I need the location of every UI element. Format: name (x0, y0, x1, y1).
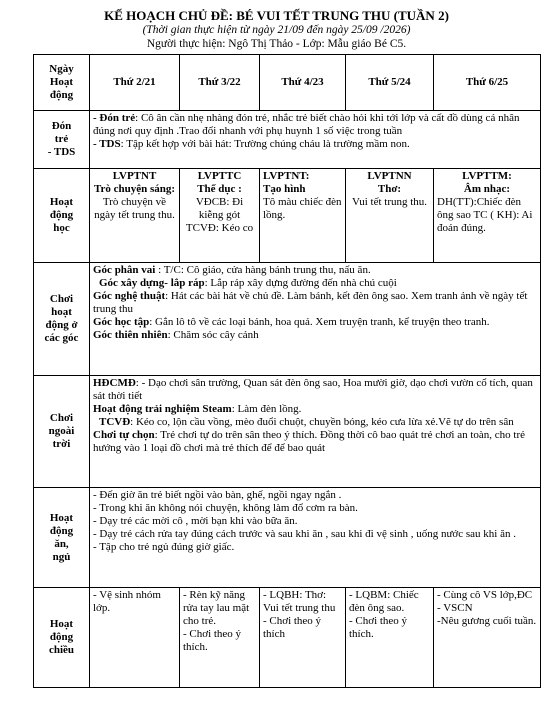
row-choi-goc (34, 263, 541, 376)
tds-bold: - TDS (93, 138, 121, 150)
ngoai-troi-item (93, 403, 537, 416)
ngoai-troi-item (93, 429, 537, 455)
ngoai-troi-rest: : Trẻ chơi tự do trên sân theo ý thích. Đồng thời cô bao quát trẻ chơi an toàn, cho trẻ hướng vào 1 loại đồ chơi mà trẻ thích để để bao quát (93, 429, 526, 454)
label-line: Hoạt (49, 196, 74, 208)
chieu-cell: - Rèn kỹ năng rửa tay lau mặt cho trẻ. - Chơi theo ý thích. (180, 588, 260, 688)
goc-item-rest: : T/C: Cô giáo, cửa hàng bánh trung thu, nấu ăn. (155, 264, 371, 276)
goc-item (93, 277, 537, 290)
an-ngu-item: - Dạy trẻ cách rửa tay đúng cách trước và sau khi ăn , sau khi đi vệ sinh , uống nước sau khi ăn . (93, 528, 516, 540)
don-tre-text (93, 112, 519, 137)
plan-author: Người thực hiện: Ngô Thị Thảo - Lớp: Mẫu giáo Bé C5. (146, 38, 407, 50)
days-header-row (34, 55, 541, 111)
goc-item-bold: Góc xây dựng- lắp ráp (99, 277, 205, 289)
chieu-cell: - LQBM: Chiếc đèn ông sao. - Chơi theo ý thích. (346, 588, 434, 688)
lesson-cell (434, 169, 541, 263)
row-an-ngu (34, 488, 541, 588)
lesson-body: VĐCB: Đi kiễng gót TCVĐ: Kéo co (185, 196, 254, 234)
plan-title: KẾ HOẠCH CHỦ ĐỀ: BÉ VUI TẾT TRUNG THU (TUẦN 2) (104, 8, 449, 23)
label-line: ngủ (52, 550, 71, 563)
goc-item-rest: : Gắn lô tô về các loại bánh, hoa quả. Xem truyện tranh, kể truyện theo tranh. (149, 316, 490, 328)
tds-rest: : Tập kết hợp với bài hát: Trường chúng cháu là trường mầm non. (120, 138, 410, 150)
ngoai-troi-rest: : - Dạo chơi sân trường, Quan sát đèn ông sao, Hoa mười giờ, dạo chơi vườn cổ tích, quan sát thời tiết (93, 377, 533, 402)
row-choi-ngoai-troi (34, 376, 541, 488)
lesson-body: Vui tết trung thu. (351, 196, 428, 208)
goc-item-bold: Góc thiên nhiên (93, 329, 168, 341)
lesson-body: DH(TT):Chiếc đèn ông sao TC ( KH): Ai đoán đúng. (437, 196, 533, 234)
goc-item-rest: : Chăm sóc cây cảnh (167, 329, 259, 341)
label-line: Hoạt (49, 618, 74, 630)
corner-line: Ngày (49, 63, 74, 75)
ngoai-troi-bold: TCVĐ (99, 416, 131, 428)
ngoai-troi-bold: HĐCMĐ (93, 377, 136, 389)
corner-line: động (49, 89, 74, 101)
lesson-code: LVPTNT: (263, 170, 310, 182)
lesson-title: Âm nhạc: (463, 183, 511, 195)
label-line: động ở (45, 319, 78, 331)
lesson-cell (260, 169, 346, 263)
chieu-cell: - LQBH: Thơ: Vui tết trung thu - Chơi theo ý thích (260, 588, 346, 688)
ngoai-troi-item (93, 416, 537, 429)
day-header: Thứ 4/23 (260, 55, 346, 111)
label-line: động (49, 631, 74, 643)
corner-line: Hoạt (49, 76, 74, 88)
weekly-plan-table (33, 54, 541, 688)
an-ngu-content (90, 488, 541, 588)
goc-content (90, 263, 541, 376)
row-don-tre (34, 111, 541, 169)
row-label-chieu (34, 588, 90, 688)
lesson-code: LVPTTC (197, 170, 242, 182)
lesson-body: Tô màu chiếc đèn lồng. (263, 196, 342, 221)
goc-item-bold: Góc phân vai (93, 264, 156, 276)
lesson-title: Thơ: (377, 183, 402, 195)
row-label-an-ngu (34, 488, 90, 588)
goc-item-rest: : Hát các bài hát về chủ đề. Làm bánh, kết đèn ông sao. Xem tranh ảnh về ngày tết trung thu (93, 290, 528, 315)
ngoai-troi-rest: : Làm đèn lồng. (231, 403, 302, 415)
ngoai-troi-item (93, 377, 537, 403)
row-label-don-tre (34, 111, 90, 169)
lesson-code: LVPTNN (367, 170, 412, 182)
lesson-cell (346, 169, 434, 263)
don-tre-rest: : Cô ân cần nhẹ nhàng đón trẻ, nhắc trẻ biết chào hỏi khi tới lớp và cất đồ dùng cá nhân đúng nơi quy định .Trao đổi nhanh với phụ huynh 1 số việc trong tuần (93, 112, 520, 137)
lesson-cell (90, 169, 180, 263)
lesson-code: LVPTTM: (462, 170, 512, 182)
goc-item-bold: Góc nghệ thuật (93, 290, 166, 302)
day-header: Thứ 2/21 (90, 55, 180, 111)
plan-time: (Thời gian thực hiện từ ngày 21/09 đến ngày 25/09 /2026) (142, 24, 411, 36)
don-tre-content (90, 111, 541, 169)
row-label-ngoai-troi (34, 376, 90, 488)
label-line: học (53, 222, 70, 234)
label-line: trẻ (54, 133, 69, 145)
lesson-title: Trò chuyện sáng: (93, 183, 176, 195)
row-chieu (34, 588, 541, 688)
label-line: hoạt (51, 306, 72, 318)
ngoai-troi-content (90, 376, 541, 488)
ngoai-troi-bold: Hoạt động trải nghiệm Steam (93, 403, 232, 415)
day-header: Thứ 6/25 (434, 55, 541, 111)
goc-item (93, 329, 537, 342)
label-line: Chơi (49, 293, 74, 305)
label-line: trời (52, 438, 71, 450)
don-tre-bold: - Đón trẻ (93, 112, 136, 124)
goc-item (93, 316, 537, 329)
day-header: Thứ 3/22 (180, 55, 260, 111)
label-line: ngoài (48, 425, 75, 437)
an-ngu-item: - Đến giờ ăn trẻ biết ngồi vào bàn, ghế, ngồi ngay ngắn . (93, 489, 342, 501)
lesson-code: LVPTNT (112, 170, 157, 182)
an-ngu-item: - Trong khi ăn không nói chuyện, không làm đổ cơm ra bàn. (93, 502, 358, 514)
ngoai-troi-bold: Chơi tự chọn (93, 429, 155, 441)
lesson-title: Thể dục : (197, 183, 242, 195)
corner-cell (34, 55, 90, 111)
lesson-cell (180, 169, 260, 263)
label-line: Hoạt (49, 511, 74, 524)
row-label-choi-goc (34, 263, 90, 376)
goc-item-bold: Góc học tập (93, 316, 150, 328)
ngoai-troi-rest: : Kéo co, lộn cầu vồng, mèo đuổi chuột, chuyền bóng, kéo cưa lừa xẻ.Vẽ tự do trên sân (130, 416, 514, 428)
goc-item-rest: : Lắp ráp xây dựng đường đến nhà chú cuội (204, 277, 397, 289)
chieu-cell: - Vệ sinh nhóm lớp. (90, 588, 180, 688)
an-ngu-item: - Tập cho trẻ ngủ đúng giờ giấc. (93, 541, 235, 553)
day-header: Thứ 5/24 (346, 55, 434, 111)
label-line: Chơi (49, 412, 74, 424)
lesson-title: Tạo hình (263, 183, 306, 195)
label-line: động (49, 524, 74, 537)
label-line: động (49, 209, 74, 221)
label-line: - TDS (47, 146, 76, 158)
label-line: chiều (48, 644, 75, 656)
lesson-body: Trò chuyện về ngày tết trung thu. (94, 196, 175, 221)
tds-text (93, 138, 410, 150)
an-ngu-item: - Dạy trẻ các mời cô , mời bạn khi vào bữa ăn. (93, 515, 298, 527)
goc-item (93, 264, 537, 277)
label-line: ăn, (54, 537, 69, 550)
chieu-cell: - Cùng cô VS lớp,ĐC - VSCN -Nêu gương cuối tuần. (434, 588, 541, 688)
goc-item (93, 290, 537, 316)
row-hoat-dong-hoc (34, 169, 541, 263)
label-line: các góc (44, 332, 79, 344)
row-label-hoat-dong-hoc (34, 169, 90, 263)
label-line: Đón (51, 120, 72, 132)
